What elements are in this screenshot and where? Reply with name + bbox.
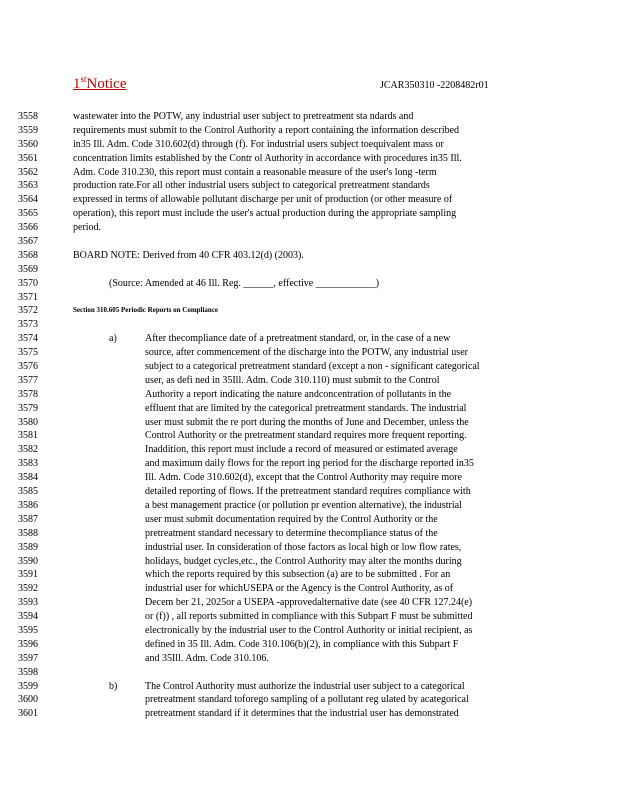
line-text: production rate.For all other industrial users subject to categorical pretreatment standards: [73, 180, 430, 192]
document-line: [0, 388, 618, 402]
line-number: 3576: [18, 361, 38, 373]
line-text: detailed reporting of flows. If the pretreatment standard requires compliance with: [145, 486, 471, 498]
line-number: 3582: [18, 444, 38, 456]
line-text: pretreatment standard if it determines that the industrial user has demonstrated: [145, 708, 459, 720]
line-text: in35 Ill. Adm. Code 310.602(d) through (f). For industrial users subject toequivalent mass or: [73, 138, 444, 150]
document-line: [0, 152, 618, 166]
numbered-lines: [0, 110, 618, 721]
line-number: 3573: [18, 319, 38, 331]
line-number: 3562: [18, 166, 38, 178]
line-text: Adm. Code 310.230, this report must contain a reasonable measure of the user's long -term: [73, 166, 437, 178]
document-line: [0, 652, 618, 666]
line-text: and 35Ill. Adm. Code 310.106.: [145, 652, 269, 664]
line-number: 3565: [18, 208, 38, 220]
subsection-label: b): [109, 680, 118, 692]
document-line: [0, 485, 618, 499]
line-text: Authority a report indicating the nature andconcentration of pollutants in the: [145, 388, 452, 400]
line-number: 3572: [18, 305, 38, 317]
line-text: a best management practice (or pollution pr evention alternative), the industrial: [145, 499, 462, 511]
document-line: [0, 110, 618, 124]
line-text: defined in 35 Ill. Adm. Code 310.106(b)(2), in compliance with this Subpart F: [145, 638, 459, 650]
line-number: 3580: [18, 416, 38, 428]
line-number: 3585: [18, 486, 38, 498]
line-text: user must submit the re port during the months of June and December, unless the: [145, 416, 469, 428]
line-text: source, after commencement of the discharge into the POTW, any industrial user: [145, 347, 468, 359]
document-line: [0, 568, 618, 582]
document-line: [0, 402, 618, 416]
line-number: 3560: [18, 138, 38, 150]
line-number: 3599: [18, 680, 38, 692]
line-text: which the reports required by this subsection (a) are to be submitted . For an: [145, 569, 451, 581]
line-number: 3568: [18, 249, 38, 261]
line-text: or (f)) , all reports submitted in compliance with this Subpart F must be submitted: [145, 611, 473, 623]
subsection-label: a): [109, 333, 117, 345]
document-line: [0, 346, 618, 360]
line-number: 3598: [18, 666, 38, 678]
line-text: operation), this report must include the user's actual production during the appropriate sampling: [73, 208, 457, 220]
line-number: 3577: [18, 374, 38, 386]
line-number: 3583: [18, 458, 38, 470]
line-text: concentration limits established by the Contr ol Authority in accordance with procedures in35 Ill.: [73, 152, 462, 164]
document-line: [0, 124, 618, 138]
document-line: [0, 527, 618, 541]
section-heading: Section 310.605 Periodic Reports on Compliance: [73, 306, 219, 315]
line-number: 3595: [18, 624, 38, 636]
line-text: Decem ber 21, 2025or a USEPA -approvedalternative date (see 40 CFR 127.24(e): [145, 597, 473, 609]
line-number: 3558: [18, 111, 38, 122]
line-number: 3569: [18, 263, 38, 275]
document-line: [0, 235, 618, 249]
line-text: holidays, budget cycles,etc., the Control Authority may alter the months during: [145, 555, 462, 567]
line-number: 3578: [18, 388, 38, 400]
document-line: [0, 332, 618, 346]
document-line: [0, 707, 618, 721]
line-text: expressed in terms of allowable pollutant discharge per unit of production (or other measure of: [73, 194, 453, 206]
line-text: electronically by the industrial user to the Control Authority or initial recipient, as: [145, 624, 473, 636]
line-text: pretreatment standard necessary to determine thecompliance status of the: [145, 527, 438, 539]
line-text: Ill. Adm. Code 310.602(d), except that the Control Authority may require more: [145, 472, 462, 484]
document-line: [0, 207, 618, 221]
line-number: 3597: [18, 652, 38, 664]
line-number: 3581: [18, 430, 38, 442]
line-number: 3563: [18, 180, 38, 192]
line-number: 3600: [18, 694, 38, 706]
document-line: [0, 541, 618, 555]
line-number: 3587: [18, 513, 38, 525]
document-line: [0, 680, 618, 694]
line-number: 3586: [18, 499, 38, 511]
document-line: [0, 429, 618, 443]
document-line: [0, 638, 618, 652]
document-line: [0, 513, 618, 527]
line-number: 3601: [18, 708, 38, 720]
line-number: 3589: [18, 541, 38, 553]
line-number: 3588: [18, 527, 38, 539]
line-text: After thecompliance date of a pretreatment standard, or, in the case of a new: [145, 333, 451, 345]
notice-heading: 1stNotice: [73, 74, 127, 92]
document-line: [0, 277, 618, 291]
document-line: [0, 624, 618, 638]
line-text: user, as defi ned in 35Ill. Adm. Code 310.110) must submit to the Control: [145, 374, 440, 386]
line-text: wastewater into the POTW, any industrial user subject to pretreatment sta ndards and: [73, 111, 414, 122]
document-line: [0, 610, 618, 624]
line-text: (Source: Amended at 46 Ill. Reg. ______, effective ____________): [109, 277, 380, 289]
line-text: pretreatment standard toforego sampling of a pollutant reg ulated by acategorical: [145, 694, 469, 706]
document-line: [0, 693, 618, 707]
line-number: 3561: [18, 152, 38, 164]
document-line: [0, 304, 618, 318]
document-line: [0, 666, 618, 680]
line-text: industrial user. In consideration of those factors as local high or low flow rates,: [145, 541, 462, 553]
line-number: 3579: [18, 402, 38, 414]
line-number: 3570: [18, 277, 38, 289]
line-number: 3592: [18, 583, 38, 595]
document-line: [0, 360, 618, 374]
line-text: and maximum daily flows for the report ing period for the discharge reported in35: [145, 458, 474, 470]
line-number: 3574: [18, 333, 38, 345]
line-text: The Control Authority must authorize the industrial user subject to a categorical: [145, 680, 465, 692]
line-number: 3564: [18, 194, 38, 206]
line-number: 3591: [18, 569, 38, 581]
line-number: 3567: [18, 236, 38, 248]
document-line: [0, 166, 618, 180]
document-line: [0, 555, 618, 569]
line-text: BOARD NOTE: Derived from 40 CFR 403.12(d) (2003).: [73, 249, 304, 261]
line-number: 3593: [18, 597, 38, 609]
document-line: [0, 443, 618, 457]
document-line: [0, 221, 618, 235]
line-text: period.: [73, 222, 102, 234]
line-number: 3566: [18, 222, 38, 234]
document-line: [0, 457, 618, 471]
document-id: JCAR350310 -2208482r01: [380, 80, 489, 91]
document-line: [0, 291, 618, 305]
line-text: industrial user for whichUSEPA or the Agency is the Control Authority, as of: [145, 583, 454, 595]
document-line: [0, 263, 618, 277]
line-number: 3571: [18, 291, 38, 303]
document-line: [0, 499, 618, 513]
line-number: 3584: [18, 472, 38, 484]
line-number: 3590: [18, 555, 38, 567]
line-text: user must submit documentation required by the Control Authority or the: [145, 513, 438, 525]
document-line: [0, 249, 618, 263]
document-line: [0, 582, 618, 596]
line-text: requirements must submit to the Control Authority a report containing the information described: [73, 124, 460, 136]
line-number: 3575: [18, 347, 38, 359]
document-line: [0, 193, 618, 207]
document-line: [0, 374, 618, 388]
document-line: [0, 471, 618, 485]
document-line: [0, 596, 618, 610]
line-text: Inaddition, this report must include a record of measured or estimated average: [145, 444, 458, 456]
document-line: [0, 138, 618, 152]
line-number: 3596: [18, 638, 38, 650]
document-line: [0, 416, 618, 430]
line-text: effluent that are limited by the categorical pretreatment standards. The industrial: [145, 402, 467, 414]
document-line: [0, 179, 618, 193]
line-text: subject to a categorical pretreatment standard (except a non - significant categorical: [145, 361, 480, 373]
line-number: 3559: [18, 124, 38, 136]
line-number: 3594: [18, 611, 38, 623]
line-text: Control Authority or the pretreatment standard requires more frequent reporting.: [145, 430, 467, 442]
document-line: [0, 318, 618, 332]
